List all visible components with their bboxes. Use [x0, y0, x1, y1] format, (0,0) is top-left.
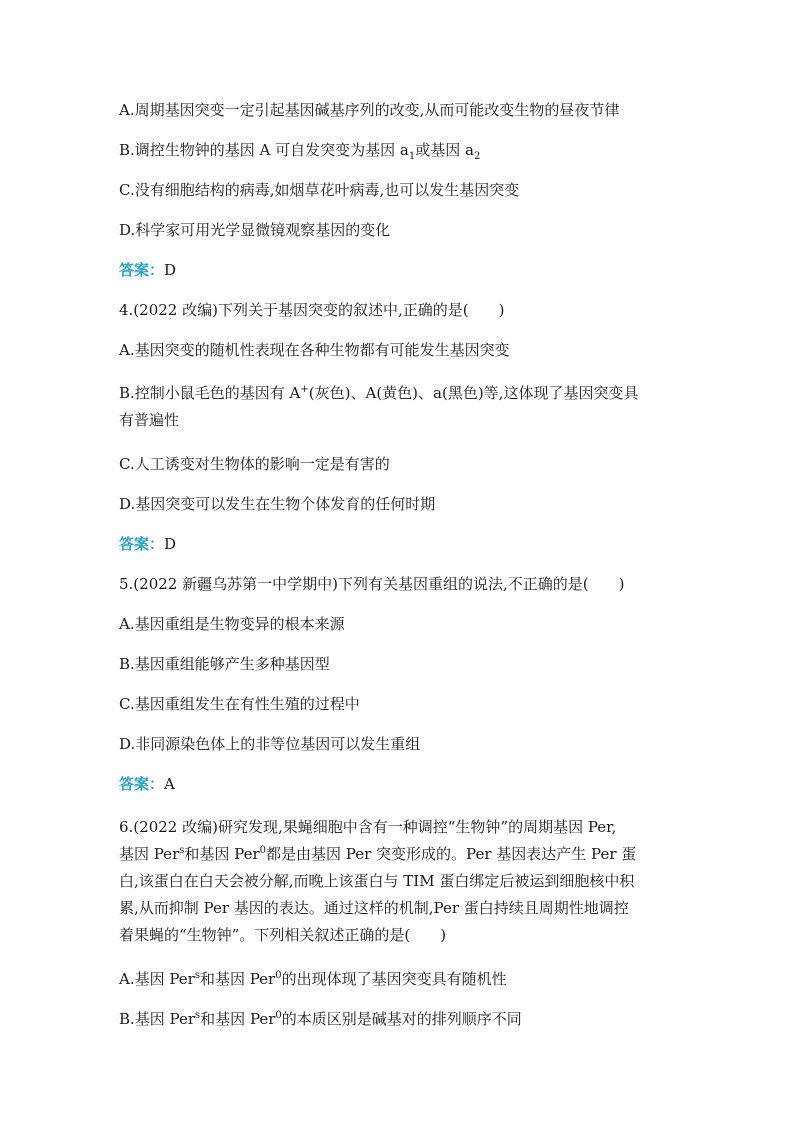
q3-option-b [119, 140, 704, 160]
q5-option-a: A.基因重组是生物变异的根本来源 [119, 615, 345, 633]
q4-option-b-line1 [119, 380, 704, 407]
q6-stem [119, 814, 704, 949]
q4-answer [119, 534, 704, 554]
q6-option-b-sup2: 0 [275, 1010, 282, 1021]
q3-option-b-sub2: 2 [473, 151, 481, 162]
q3-option-b-text2: 或基因 a [415, 141, 474, 159]
q5-option-c: C.基因重组发生在有性生殖的过程中 [119, 695, 360, 713]
document-page [119, 100, 704, 1029]
q4-option-b-line2: 有普遍性 [119, 411, 180, 429]
q6-option-a-sup1: s [194, 970, 200, 981]
q3-option-a: A.周期基因突变一定引起基因碱基序列的改变,从而可能改变生物的昼夜节律 [119, 101, 620, 119]
q4-option-b-text1: B.控制小鼠毛色的基因有 A [119, 384, 301, 402]
answer-value: D [164, 261, 177, 279]
answer-label: 答案： [119, 261, 165, 279]
q6-stem-line5: 着果蝇的“生物钟”。下列相关叙述正确的是( ) [119, 926, 447, 944]
q6-stem-line3: 白,该蛋白在白天会被分解,而晚上该蛋白与 TIM 蛋白绑定后被运到细胞核中积 [119, 872, 635, 890]
q6-option-b-text2: 和基因 Per [200, 1010, 276, 1028]
answer-value: D [164, 535, 177, 553]
q5-answer [119, 774, 704, 794]
q3-option-d: D.科学家可用光学显微镜观察基因的变化 [119, 221, 391, 239]
q4-option-d: D.基因突变可以发生在生物个体发育的任何时期 [119, 495, 436, 513]
q6-option-a-text3: 的出现体现了基因突变具有随机性 [281, 970, 507, 988]
q6-stem-line2-text2: 和基因 Per [184, 845, 260, 863]
q4-option-a: A.基因突变的随机性表现在各种生物都有可能发生基因突变 [119, 341, 510, 359]
q6-option-a [119, 969, 704, 989]
q4-option-b-text2: (灰色)、A(黄色)、a(黑色)等,这体现了基因突变具 [308, 384, 639, 402]
q6-option-b-text1: B.基因 Per [119, 1010, 196, 1028]
q4-option-c: C.人工诱变对生物体的影响一定是有害的 [119, 455, 390, 473]
answer-label: 答案： [119, 535, 165, 553]
q3-option-c: C.没有细胞结构的病毒,如烟草花叶病毒,也可以发生基因突变 [119, 181, 520, 199]
q3-answer [119, 260, 704, 280]
q6-stem-line4: 累,从而抑制 Per 基因的表达。通过这样的机制,Per 蛋白持续且周期性地调控 [119, 899, 629, 917]
q6-option-b-text3: 的本质区别是碱基对的排列顺序不同 [281, 1010, 522, 1028]
q4-stem: 4.(2022 改编)下列关于基因突变的叙述中,正确的是( ) [119, 301, 505, 319]
q6-option-b-sup1: s [195, 1010, 201, 1021]
answer-label: 答案： [119, 775, 165, 793]
q4-option-b [119, 380, 704, 434]
q5-stem: 5.(2022 新疆乌苏第一中学期中)下列有关基因重组的说法,不正确的是( ) [119, 575, 625, 593]
q6-option-a-text2: 和基因 Per [199, 970, 276, 988]
q6-stem-line2-text1: 基因 Per [119, 845, 180, 863]
q5-option-b: B.基因重组能够产生多种基因型 [119, 655, 330, 673]
q3-option-b-sub1: 1 [408, 151, 416, 162]
answer-value: A [164, 775, 175, 793]
q3-option-b-text1: B.调控生物钟的基因 A 可自发突变为基因 a [119, 141, 409, 159]
q6-option-a-sup2: 0 [275, 970, 282, 981]
q6-option-a-text1: A.基因 Per [119, 970, 195, 988]
q6-option-b [119, 1009, 704, 1029]
q4-option-b-sup: + [300, 384, 309, 395]
q6-stem-line2 [119, 841, 704, 868]
q6-stem-line2-sup1: s [179, 845, 185, 856]
q5-option-d: D.非同源染色体上的非等位基因可以发生重组 [119, 735, 421, 753]
q6-stem-line2-text3: 都是由基因 Per 突变形成的。Per 基因表达产生 Per 蛋 [266, 845, 637, 863]
q6-stem-line2-sup2: 0 [259, 845, 267, 856]
q6-stem-line1: 6.(2022 改编)研究发现,果蝇细胞中含有一种调控“生物钟”的周期基因 Per, [119, 818, 617, 836]
